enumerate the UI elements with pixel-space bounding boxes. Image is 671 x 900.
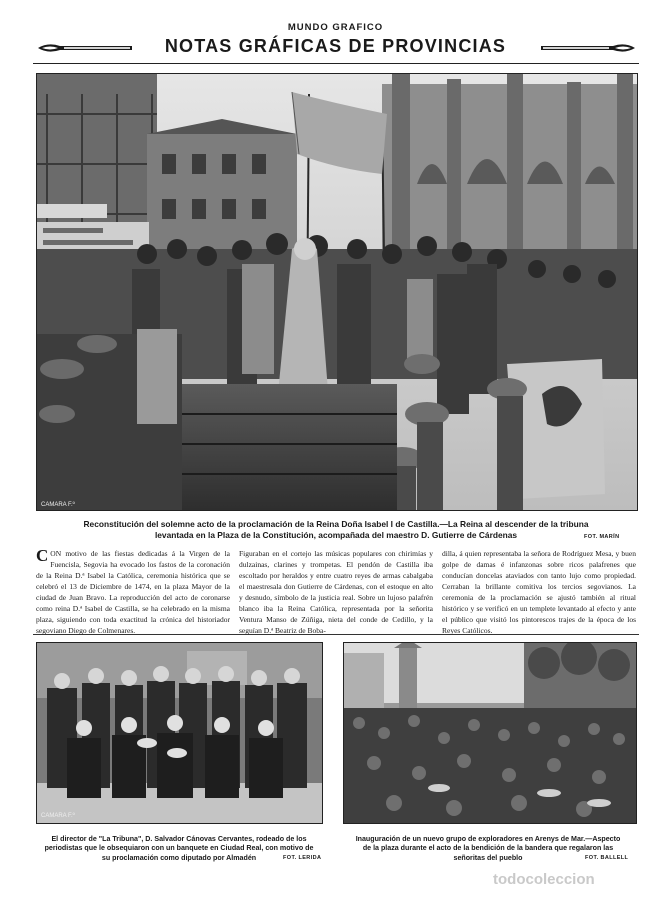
magazine-name: MUNDO GRAFICO — [287, 22, 384, 33]
photo-arenys-de-mar — [343, 642, 637, 824]
arenys-photo-credit: FOT. BALLELL — [585, 855, 629, 861]
main-caption-line-1: Reconstitución del solemne acto de la proclamación de la Reina Doña Isabel I de Castilla.—La Reina al descender de la tribuna — [83, 519, 589, 529]
arenys-caption-line-2: de la plaza durante el acto de la bendición de la bandera que regalaron las — [362, 844, 614, 853]
main-photo-caption — [36, 519, 636, 541]
header-ornament-left — [36, 40, 136, 56]
article-column-2 — [239, 548, 433, 636]
banquet-photo-studio-mark: CAMARA F.º — [41, 813, 75, 819]
banquet-caption-line-1: El director de "La Tribuna", D. Salvador Cánovas Cervantes, rodeado de los — [51, 835, 307, 843]
watermark: todocoleccion — [493, 871, 595, 888]
banquet-caption-line-2: periodistas que le obsequiaron con un banquete en Ciudad Real, con motivo de — [44, 844, 314, 853]
header-ornament-right — [537, 40, 637, 56]
arenys-caption-line-1: Inauguración de un nuevo grupo de exploradores en Arenys de Mar.—Aspecto — [355, 835, 621, 843]
banquet-photo-credit: FOT. LERIDA — [283, 855, 322, 861]
article-column-1 — [36, 548, 230, 636]
article-column-3 — [442, 548, 636, 636]
main-photo-credit: FOT. MARÍN — [584, 534, 620, 540]
article-col3-text: dilla, á quien representaba la señora de Rodríguez Mesa, y buen golpe de damas é infanzonas sobre ricos palafrenes que conducían doncelas ataviados con tanto lujo como propiedad. Cerraban la brillante comitiva los tercios segovianos. La ceremonia de la proclamación se ajustó también al ritual histórico y se verificó en un templete levantado al efecto y ante el público que visitó los pintorescos trajes de la época de los Reyes Católicos. — [442, 549, 636, 635]
photo-banquet — [36, 642, 323, 824]
banquet-caption-line-3: su proclamación como diputado por Almadén — [101, 853, 257, 862]
article-dropcap: C — [36, 546, 49, 565]
banquet-photo-caption — [32, 835, 326, 863]
main-caption-line-2: levantada en la Plaza de la Constitución, acompañada del maestro D. Gutierre de Cárdenas — [154, 530, 518, 540]
article-bottom-rule — [33, 634, 639, 635]
page-headline: NOTAS GRÁFICAS DE PROVINCIAS — [164, 36, 507, 56]
article-col1-text: ON motivo de las fiestas dedicadas á la Virgen de la Fuencisla, Segovia ha evocado los fastos de la coronación de la Reina D.ª Isabel la Católica, ceremonia histórica que se celebró el 13 de Diciembre de 1474, en la plaza Mayor de la ciudad de Juan Bravo. La reproducción del acto de coronarse como reina D.ª Isabel de Castilla, se ha celebrado en la misma plaza, siguiendo con toda exactitud la crónica del historiador segoviano Diego de Colmenares. — [36, 549, 230, 635]
main-photo-studio-mark: CAMARA F.º — [41, 502, 75, 508]
article-col2-text: Figuraban en el cortejo las músicas populares con chirimías y dulzainas, clarines y trompetas. El pendón de Castilla iba escoltado por heraldos y entre cuatro reyes de armas cabalgaba el maestresala don Gutierre de Cárdenas, con el estoque en alto y desnudo, símbolo de la justicia real. Sobre un lujoso palafrén blanco iba la Reina Católica, representada por la señorita Ventura Manso de Zúñiga, nieta del conde de Cedillo, y la seguían D.ª Beatriz de Boba- — [239, 549, 433, 635]
arenys-caption-line-3: señoritas del pueblo — [453, 853, 523, 862]
main-photo — [36, 73, 638, 511]
header-rule — [33, 63, 639, 64]
